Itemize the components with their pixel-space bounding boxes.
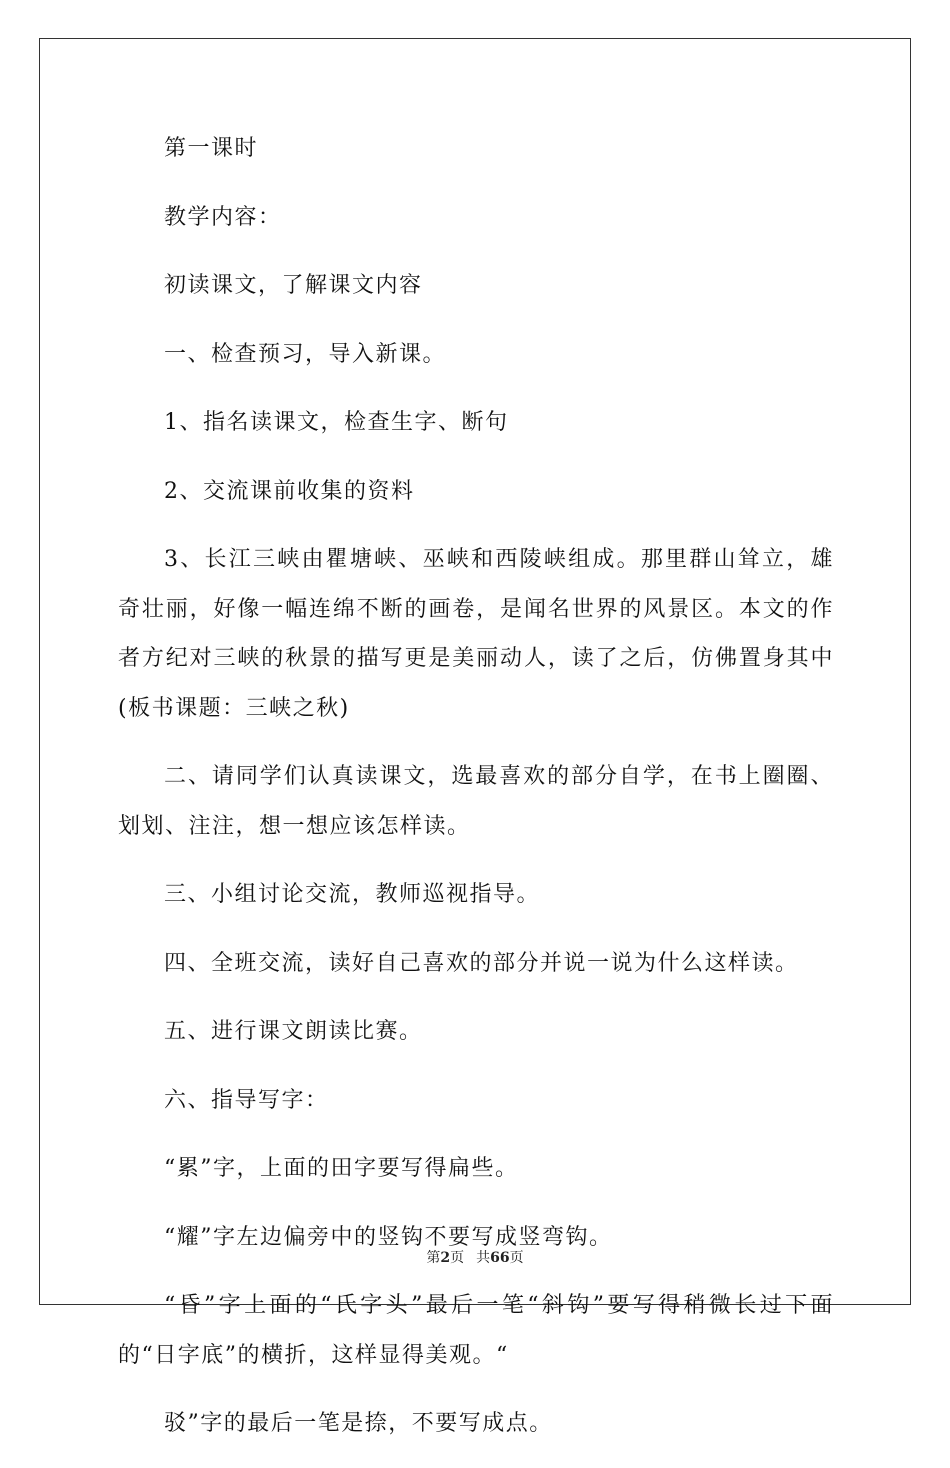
paragraph: 六、指导写字：: [164, 1087, 329, 1113]
paragraph: “昏”字上面的“氏字头”最后一笔“斜钩”要写得稍微长过下面的“日字底”的横折，这样显得美观。“: [118, 1293, 834, 1368]
paragraph: 2、交流课前收集的资料: [164, 478, 415, 504]
paragraph: 五、进行课文朗读比赛。: [164, 1019, 423, 1044]
paragraph: 一、检查预习，导入新课。: [164, 341, 447, 367]
paragraph: 教学内容：: [164, 204, 282, 230]
page-number: 2: [440, 1250, 451, 1266]
total-suffix: 页: [509, 1250, 524, 1266]
paragraph: 驳”字的最后一笔是捺，不要写成点。: [164, 1411, 553, 1436]
page-prefix: 第: [426, 1250, 441, 1266]
total-prefix: 共: [476, 1250, 491, 1266]
page-footer: [0, 1247, 950, 1267]
total-pages: 66: [490, 1250, 510, 1266]
paragraph: 初读课文，了解课文内容: [164, 273, 423, 298]
paragraph: 四、全班交流，读好自己喜欢的部分并说一说为什么这样读。: [164, 950, 799, 976]
paragraph: 二、请同学们认真读课文，选最喜欢的部分自学，在书上圈圈、划划、注注，想一想应该怎样读。: [118, 764, 834, 839]
paragraph: 1、指名读课文，检查生字、断句: [164, 410, 509, 435]
paragraph: “累”字，上面的田字要写得扁些。: [164, 1156, 519, 1181]
paragraph: 三、小组讨论交流，教师巡视指导。: [164, 882, 541, 907]
paragraph: 3、长江三峡由瞿塘峡、巫峡和西陵峡组成。那里群山耸立，雄奇壮丽，好像一幅连绵不断的画卷，是闻名世界的风景区。本文的作者方纪对三峡的秋景的描写更是美丽动人，读了之后，仿佛置身其中(板书课题：三峡之秋): [118, 547, 834, 721]
page-suffix: 页: [450, 1250, 465, 1266]
paragraph: 第一课时: [164, 136, 259, 161]
paragraph: “耀”字左边偏旁中的竖钩不要写成竖弯钩。: [164, 1224, 613, 1250]
